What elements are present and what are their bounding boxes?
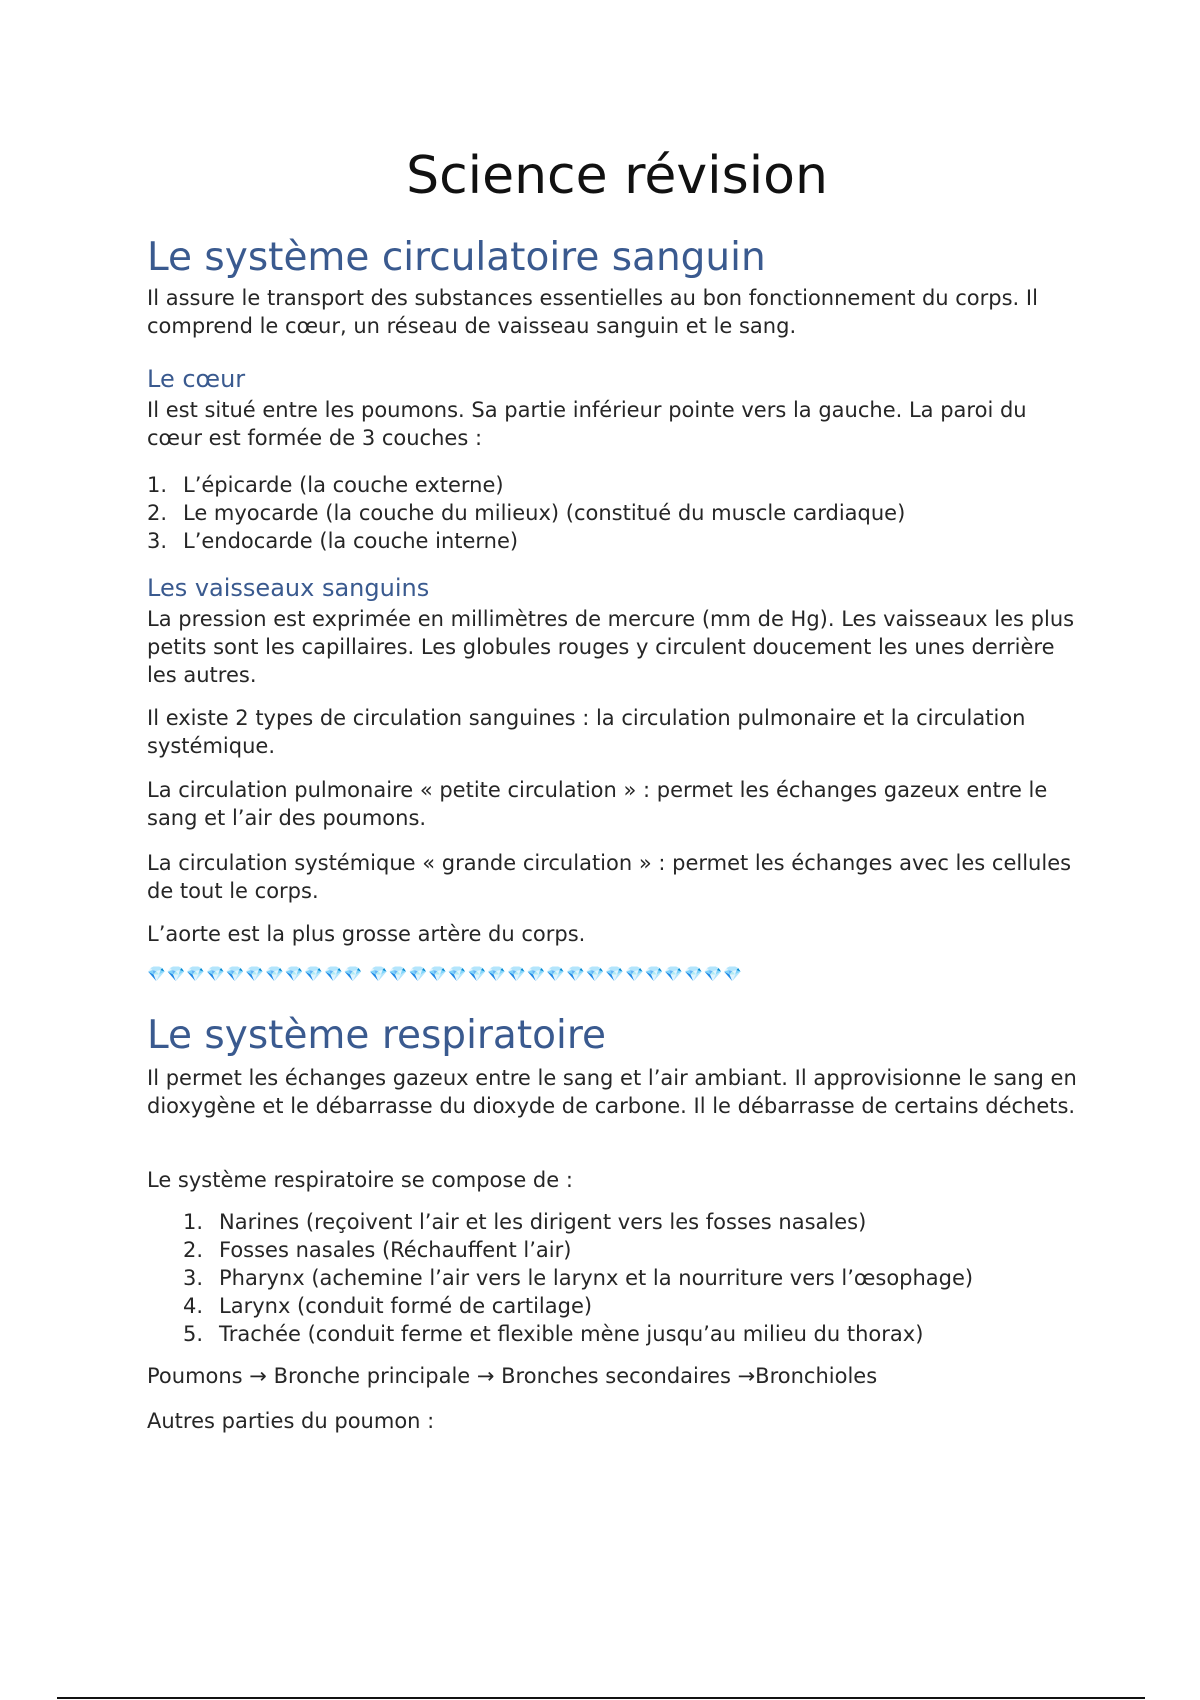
list-item: 2. Le myocarde (la couche du milieux) (constitué du muscle cardiaque) [147,501,906,525]
list-item: 1. Narines (reçoivent l’air et les dirigent vers les fosses nasales) [183,1210,867,1234]
vessels-paragraph-4: La circulation systémique « grande circulation » : permet les échanges avec les cellules de tout le corps. [147,851,1072,903]
respiratory-parts-list [183,1208,1087,1348]
footer-rule [57,1697,1145,1699]
list-item: 1. L’épicarde (la couche externe) [147,473,504,497]
page-title: Science révision [406,146,828,206]
respiratory-intro: Il permet les échanges gazeux entre le sang et l’air ambiant. Il approvisionne le sang en dioxygène et le débarrasse du dioxyde de carbone. Il le débarrasse de certains déchets. [147,1066,1077,1118]
heading-respiratory-system: Le système respiratoire [147,1013,606,1058]
heart-layers-list [147,471,1087,555]
vessels-paragraph-5: L’aorte est la plus grosse artère du corps. [147,922,586,946]
list-item: 3. L’endocarde (la couche interne) [147,529,519,553]
heading-circulatory-system: Le système circulatoire sanguin [147,235,766,280]
circulatory-intro: Il assure le transport des substances essentielles au bon fonctionnement du corps. Il comprend le cœur, un réseau de vaisseau sanguin et le sang. [147,286,1038,338]
list-item: 3. Pharynx (achemine l’air vers le larynx et la nourriture vers l’œsophage) [183,1266,974,1290]
other-lung-parts: Autres parties du poumon : [147,1409,435,1433]
list-item: 4. Larynx (conduit formé de cartilage) [183,1294,593,1318]
airway-path: Poumons → Bronche principale → Bronches secondaires →Bronchioles [147,1364,878,1388]
diamond-divider: 💎💎💎💎💎💎💎💎💎💎💎 💎💎💎💎💎💎💎💎💎💎💎💎💎💎💎💎💎💎💎 [147,965,744,983]
heart-text: Il est situé entre les poumons. Sa partie inférieur pointe vers la gauche. La paroi du cœur est formée de 3 couches : [147,398,1027,450]
vessels-paragraph-2: Il existe 2 types de circulation sanguines : la circulation pulmonaire et la circulation systémique. [147,706,1026,758]
list-item: 5. Trachée (conduit ferme et flexible mène jusqu’au milieu du thorax) [183,1322,924,1346]
heading-heart: Le cœur [147,365,246,393]
respiratory-compose: Le système respiratoire se compose de : [147,1168,573,1192]
heading-blood-vessels: Les vaisseaux sanguins [147,574,430,602]
vessels-paragraph-1: La pression est exprimée en millimètres de mercure (mm de Hg). Les vaisseaux les plus petits sont les capillaires. Les globules rouges y circulent doucement les unes derrière les autres. [147,607,1075,687]
list-item: 2. Fosses nasales (Réchauffent l’air) [183,1238,572,1262]
vessels-paragraph-3: La circulation pulmonaire « petite circulation » : permet les échanges gazeux entre le sang et l’air des poumons. [147,778,1048,830]
